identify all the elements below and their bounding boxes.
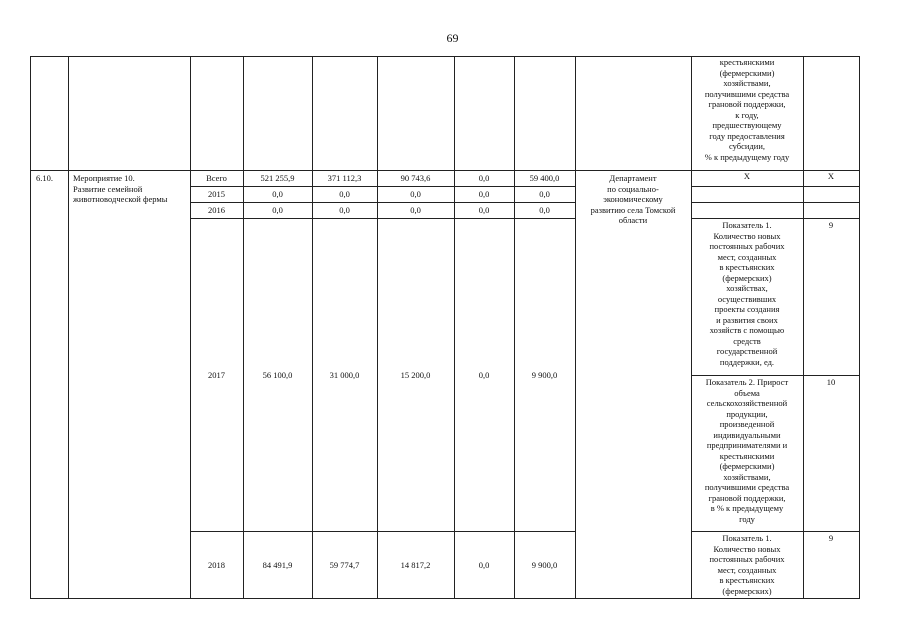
measure-name: Мероприятие 10. Развитие семейной животноводческой фермы <box>73 173 168 204</box>
grid-line <box>575 56 576 599</box>
grid-line <box>190 56 191 599</box>
indicator-text: Показатель 2. Прирост объема сельскохозяйственной продукции, произведенной индивидуальными предпринимателями и крестьянскими (фермерскими) хозяйствами, получившими средства грановой поддержки, в % к предыдущему году <box>704 377 790 524</box>
grid-line <box>454 56 455 599</box>
other-value: 59 400,0 <box>529 173 560 183</box>
vsego-indicator: X <box>743 171 751 181</box>
federal-value: 59 774,7 <box>329 560 360 570</box>
grid-line <box>514 56 515 599</box>
local-value: 0,0 <box>478 189 490 199</box>
federal-value: 0,0 <box>339 189 350 199</box>
local-value: 0,0 <box>478 370 490 380</box>
year-label: Всего <box>206 173 227 183</box>
grid-line <box>30 56 31 599</box>
total-value: 521 255,9 <box>260 173 295 183</box>
local-value: 0,0 <box>478 205 490 215</box>
grid-line <box>859 56 860 599</box>
grid-line <box>30 598 860 599</box>
grid-line <box>312 56 313 599</box>
grid-line <box>691 218 860 219</box>
year-label: 2017 <box>208 370 225 380</box>
total-value: 56 100,0 <box>262 370 293 380</box>
grid-line <box>243 56 244 599</box>
year-label: 2018 <box>208 560 225 570</box>
grid-line <box>190 202 575 203</box>
regional-value: 0,0 <box>410 205 421 215</box>
grid-line <box>803 56 804 599</box>
other-value: 9 900,0 <box>531 370 558 380</box>
regional-value: 0,0 <box>410 189 421 199</box>
grid-line <box>68 56 69 599</box>
total-value: 0,0 <box>272 189 283 199</box>
federal-value: 371 112,3 <box>327 173 362 183</box>
local-value: 0,0 <box>478 173 490 183</box>
vsego-indicator-value: X <box>827 171 835 181</box>
local-value: 0,0 <box>478 560 490 570</box>
indicator-value: 10 <box>826 377 836 387</box>
regional-value: 90 743,6 <box>400 173 431 183</box>
indicator-text: Показатель 1. Количество новых постоянных рабочих мест, созданных в крестьянских (фермерских) хозяйствах, осуществивших проекты создания и развития своих хозяйств с помощью средств государственной поддержки, ед. <box>709 220 785 367</box>
regional-value: 15 200,0 <box>400 370 431 380</box>
other-value: 9 900,0 <box>531 560 558 570</box>
page-number: 69 <box>446 31 459 45</box>
program-table <box>30 56 860 599</box>
executor: Департамент по социально- экономическому развитию села Томской области <box>590 173 676 225</box>
regional-value: 14 817,2 <box>400 560 431 570</box>
grid-line <box>691 375 860 376</box>
grid-line <box>190 531 575 532</box>
total-value: 0,0 <box>272 205 283 215</box>
total-value: 84 491,9 <box>262 560 293 570</box>
indicator-text: Показатель 1. Количество новых постоянных рабочих мест, созданных в крестьянских (фермерских) <box>709 533 785 596</box>
grid-line <box>691 186 860 187</box>
other-value: 0,0 <box>539 205 550 215</box>
year-label: 2016 <box>208 205 225 215</box>
grid-line <box>377 56 378 599</box>
other-value: 0,0 <box>539 189 550 199</box>
grid-line <box>691 202 860 203</box>
grid-line <box>190 218 575 219</box>
continuation-indicator-text: крестьянскими (фермерскими) хозяйствами, получившими средства грановой поддержки, к году, предшествующему году предоставления субсидии, % к предыдущему году <box>704 57 790 162</box>
year-label: 2015 <box>208 189 225 199</box>
federal-value: 0,0 <box>339 205 350 215</box>
row-number: 6.10. <box>36 173 53 183</box>
federal-value: 31 000,0 <box>329 370 360 380</box>
grid-line <box>190 186 575 187</box>
grid-line <box>691 531 860 532</box>
indicator-value: 9 <box>828 220 834 230</box>
indicator-value: 9 <box>828 533 834 543</box>
